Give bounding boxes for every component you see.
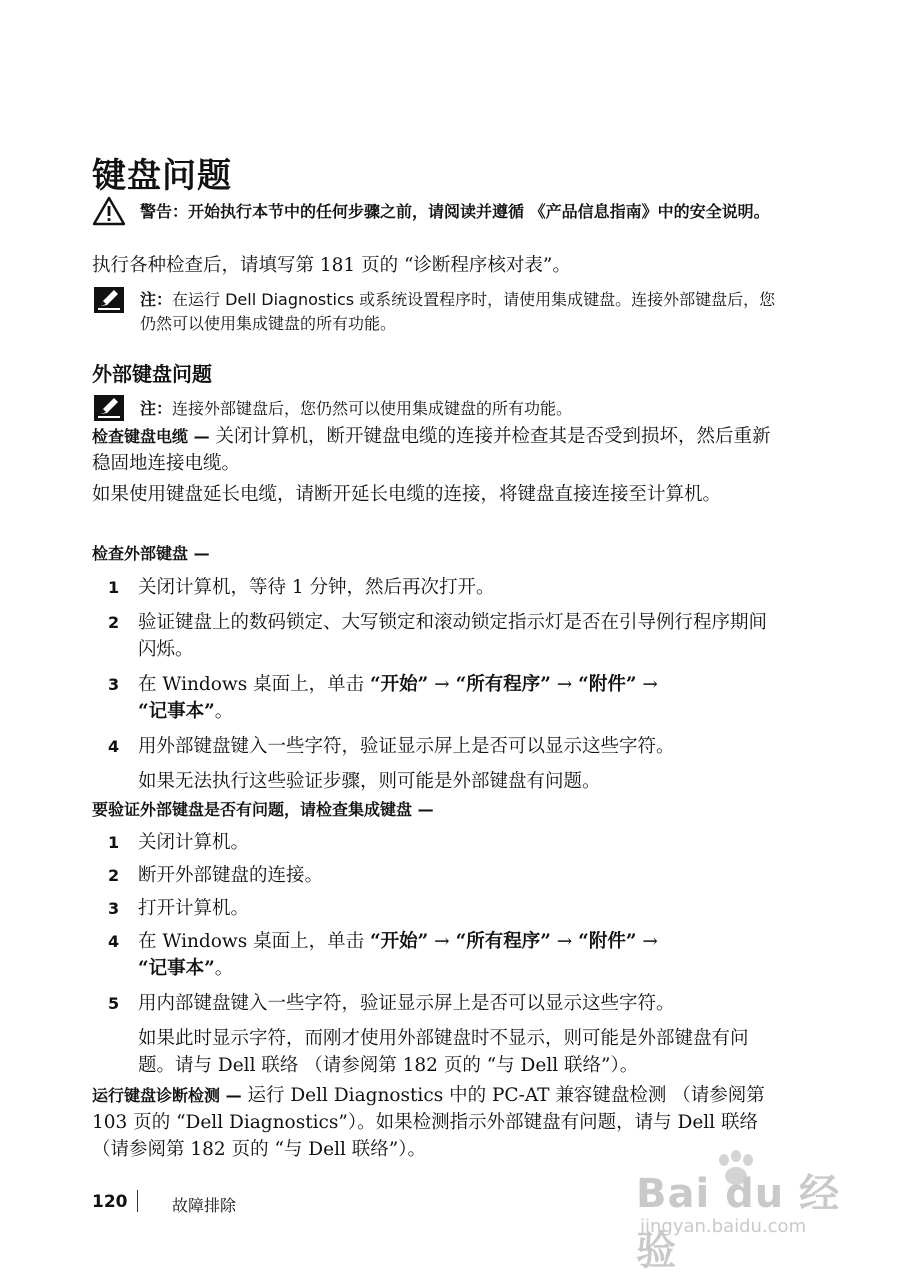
- warning-text: [140, 200, 790, 223]
- menu-start: “开始”: [369, 674, 429, 695]
- warning-triangle-icon: [92, 196, 126, 226]
- check-cable-paragraph: [92, 423, 782, 477]
- list-item: [92, 829, 782, 856]
- page-number: 120: [92, 1192, 128, 1212]
- step-text: 用内部键盘键入一些字符，验证显示屏上是否可以显示这些字符。: [138, 993, 675, 1014]
- step-text: 在 Windows 桌面上，单击: [138, 931, 365, 952]
- arrow: →: [434, 674, 450, 695]
- list-item: [92, 990, 782, 1017]
- menu-notepad: “记事本”: [138, 958, 215, 979]
- note-body: 连接外部键盘后，您仍然可以使用集成键盘的所有功能。: [172, 399, 573, 418]
- warning-body: 开始执行本节中的任何步骤之前，请阅读并遵循 《产品信息指南》中的安全说明。: [188, 202, 770, 221]
- step-text: 用外部键盘键入一些字符，验证显示屏上是否可以显示这些字符。: [138, 736, 675, 757]
- menu-accessories: “附件”: [578, 931, 637, 952]
- step-number: 2: [108, 613, 120, 632]
- check-cable-lead: 检查键盘电缆 —: [92, 427, 210, 446]
- note-label: 注：: [140, 290, 173, 309]
- page-title: 键盘问题: [92, 156, 232, 196]
- step-note: 如果此时显示字符，而刚才使用外部键盘时不显示，则可能是外部键盘有问题。请与 Dell 联络 （请参阅第 182 页的 “与 Dell 联络”）。: [138, 1028, 749, 1076]
- note-pencil-icon: [94, 395, 124, 421]
- period: 。: [214, 958, 234, 979]
- arrow: →: [556, 931, 573, 952]
- step-note: 如果无法执行这些验证步骤，则可能是外部键盘有问题。: [138, 771, 601, 792]
- list-item: [92, 928, 782, 982]
- period: 。: [214, 701, 234, 722]
- check-cable-text: 关闭计算机，断开键盘电缆的连接并检查其是否受到损坏，然后重新稳固地连接电缆。: [92, 426, 771, 474]
- step-text: 关闭计算机，等待 1 分钟，然后再次打开。: [138, 577, 495, 598]
- step-number: 3: [108, 675, 120, 694]
- note-pencil-icon: [94, 287, 124, 313]
- check-external-steps: [92, 574, 782, 795]
- step-text: 关闭计算机。: [138, 832, 250, 853]
- verify-integrated-steps: [92, 829, 782, 1079]
- list-item: [92, 733, 782, 760]
- arrow: →: [556, 674, 573, 695]
- menu-accessories: “附件”: [578, 674, 637, 695]
- list-item: [92, 609, 782, 663]
- warning-label: 警告：: [140, 202, 189, 221]
- list-item: [92, 574, 782, 601]
- step-text: 打开计算机。: [138, 898, 250, 919]
- step-number: 4: [108, 737, 120, 756]
- note-text: [140, 288, 790, 336]
- menu-all-programs: “所有程序”: [455, 931, 551, 952]
- note-label: 注：: [140, 399, 173, 418]
- verify-integrated-heading: 要验证外部键盘是否有问题，请检查集成键盘 —: [92, 800, 434, 819]
- list-item: [92, 862, 782, 889]
- extension-paragraph: 如果使用键盘延长电缆，请断开延长电缆的连接，将键盘直接连接至计算机。: [92, 484, 722, 505]
- arrow: →: [642, 931, 658, 952]
- footer-section-title: 故障排除: [172, 1196, 237, 1215]
- step-number: 5: [108, 994, 120, 1013]
- baidu-watermark: [636, 1150, 856, 1274]
- section-title: 外部键盘问题: [92, 362, 212, 386]
- run-diagnostics-text: 运行 Dell Diagnostics 中的 PC-AT 兼容键盘检测 （请参阅第 103 页的 “Dell Diagnostics”）。如果检测指示外部键盘有问题，请与 Dell 联络 （请参阅第 182 页的 “与 Dell 联络”）。: [92, 1085, 765, 1160]
- arrow: →: [434, 931, 450, 952]
- intro-paragraph: 执行各种检查后，请填写第 181 页的 “诊断程序核对表”。: [92, 255, 571, 276]
- run-diagnostics-lead: 运行键盘诊断检测 —: [92, 1086, 242, 1105]
- step-text: 断开外部键盘的连接。: [138, 865, 324, 886]
- footer-divider: [137, 1190, 138, 1212]
- step-number: 1: [108, 578, 120, 597]
- check-external-heading: 检查外部键盘 —: [92, 544, 210, 563]
- step-number: 4: [108, 932, 120, 951]
- list-item-continuation: [92, 1025, 782, 1079]
- step-number: 2: [108, 866, 120, 885]
- list-item-continuation: [92, 768, 782, 795]
- list-item: [92, 671, 782, 725]
- menu-all-programs: “所有程序”: [455, 674, 551, 695]
- watermark-logo: Bai du 经验: [636, 1171, 841, 1274]
- step-text: 在 Windows 桌面上，单击: [138, 674, 365, 695]
- list-item: [92, 895, 782, 922]
- step-number: 3: [108, 899, 120, 918]
- menu-notepad: “记事本”: [138, 701, 215, 722]
- note-text: [140, 397, 790, 421]
- step-text: 验证键盘上的数码锁定、大写锁定和滚动锁定指示灯是否在引导例行程序期间闪烁。: [138, 612, 768, 660]
- note-body: 在运行 Dell Diagnostics 或系统设置程序时，请使用集成键盘。连接外部键盘后，您仍然可以使用集成键盘的所有功能。: [140, 290, 776, 333]
- watermark-url: jingyan.baidu.com: [640, 1216, 807, 1237]
- menu-start: “开始”: [369, 931, 429, 952]
- arrow: →: [642, 674, 658, 695]
- step-number: 1: [108, 833, 120, 852]
